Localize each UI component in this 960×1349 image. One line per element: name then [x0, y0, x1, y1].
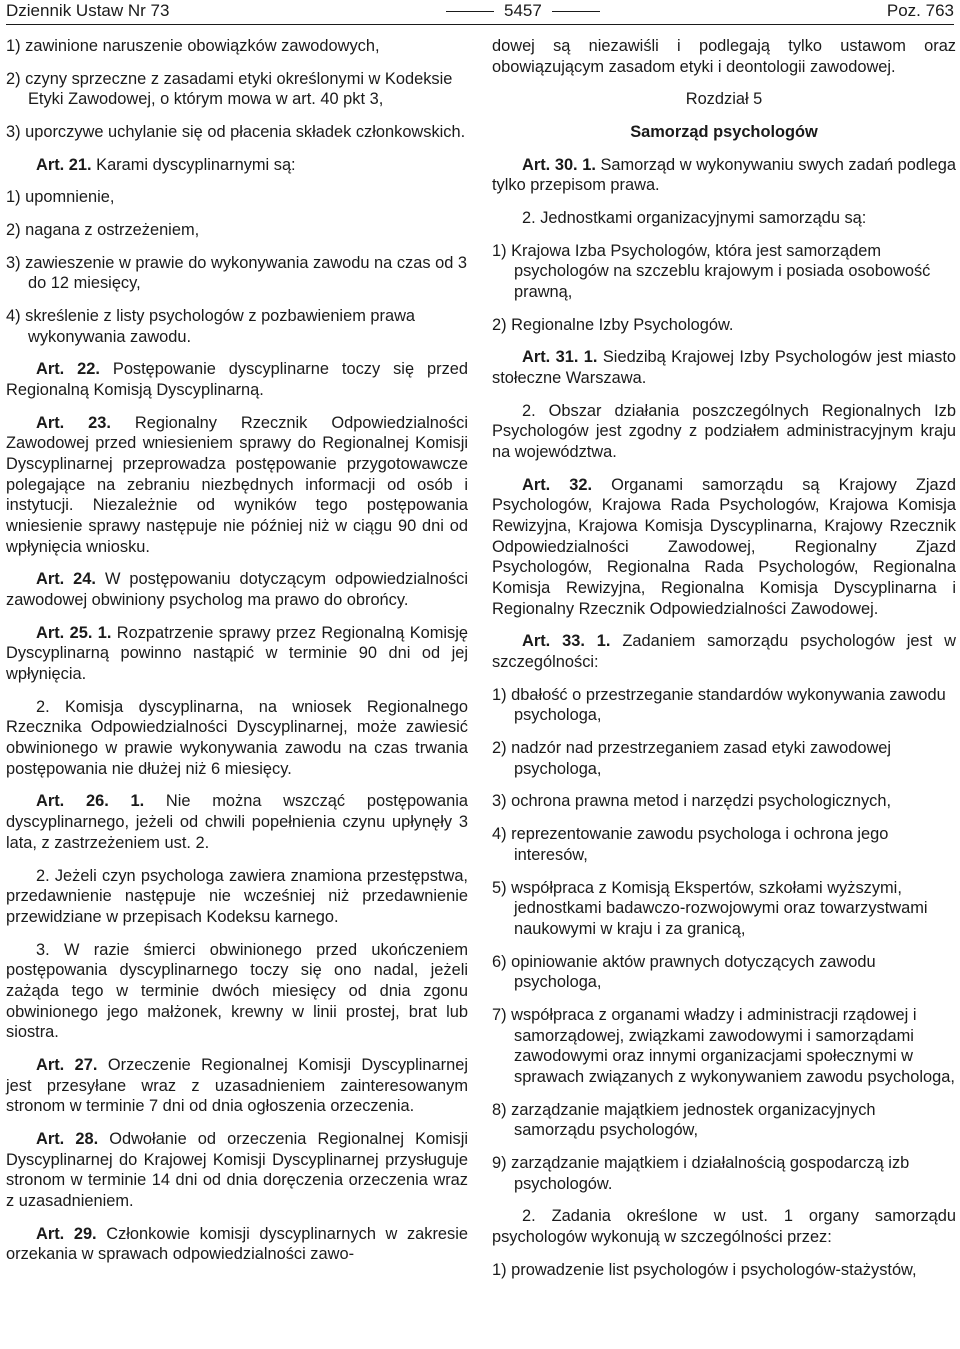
right-paragraph — [492, 401, 956, 463]
left-paragraph — [6, 122, 468, 143]
right-paragraph — [492, 1206, 956, 1247]
right-paragraph — [492, 738, 956, 779]
paragraph-text: 7) współpraca z organami władzy i administracji rządowej i samorządowej, związkami zawodowymi i samorządami zawodowymi oraz innymi organizacjami społecznymi w sprawach związanych z wykonywaniem zawodu psychologa, — [492, 1005, 955, 1086]
paragraph-text: 2. Jednostkami organizacyjnymi samorządu są: — [522, 209, 867, 228]
right-paragraph — [492, 878, 956, 940]
article-label: Art. 32. — [522, 475, 593, 494]
paragraph-text: Samorząd psychologów — [630, 123, 818, 142]
right-paragraph — [492, 315, 956, 336]
page-number: 5457 — [504, 1, 542, 20]
right-paragraph — [492, 208, 956, 229]
paragraph-text: Organami samorządu są Krajowy Zjazd Psychologów, Krajowa Rada Psychologów, Krajowa Komisja Rewizyjna, Krajowa Komisja Dyscyplinarna, Krajowy Rzecznik Odpowiedzialności Zawodowej, Regionalny Zjazd Psychologów, Regionalna Rada Psychologów, Regionalna Komisja Rewizyjna, Regionalna Komisja Dyscyplinarna i Regionalny Rzecznik Odpowiedzialności Zawodowej. — [492, 475, 956, 618]
article-label: Art. 27. — [36, 1055, 98, 1074]
article-label: Art. 30. 1. — [522, 155, 596, 174]
right-paragraph — [492, 1005, 956, 1088]
left-paragraph — [6, 623, 468, 685]
page-number-block — [436, 0, 610, 21]
right-paragraph — [492, 1100, 956, 1141]
left-paragraph — [6, 220, 468, 241]
left-paragraph — [6, 36, 468, 57]
paragraph-text: 6) opiniowanie aktów prawnych dotyczących zawodu psychologa, — [492, 952, 876, 992]
paragraph-text: 9) zarządzanie majątkiem i działalnością gospodarczą izb psychologów. — [492, 1153, 910, 1193]
left-paragraph — [6, 69, 468, 110]
paragraph-text: 2. Zadania określone w ust. 1 organy samorządu psychologów wykonują w szczególności przez: — [492, 1207, 956, 1246]
right-paragraph — [492, 631, 956, 672]
right-paragraph — [492, 241, 956, 303]
paragraph-text: 2. Jeżeli czyn psychologa zawiera znamiona przestępstwa, przedawnienie następuje nie wcześniej niż przedawnienie przewidziane w przepisach Kodeksu karnego. — [6, 866, 468, 926]
paragraph-text: Rozpatrzenie sprawy przez Regionalną Komisję Dyscyplinarną powinno nastąpić w terminie 90 dni od jej wpłynięcia. — [6, 623, 468, 684]
article-label: Art. 23. — [36, 413, 111, 432]
left-paragraph — [6, 1224, 468, 1265]
paragraph-text: Orzeczenie Regionalnej Komisji Dyscyplinarnej jest przesyłane wraz z uzasadnieniem zainteresowanym stronom w terminie 7 dni od dnia ogłoszenia orzeczenia. — [6, 1055, 468, 1116]
paragraph-text: 3) uporczywe uchylanie się od płacenia składek członkowskich. — [6, 123, 466, 142]
paragraph-text: 8) zarządzanie majątkiem jednostek organizacyjnych samorządu psychologów, — [492, 1100, 876, 1140]
paragraph-text: 3) ochrona prawna metod i narzędzi psychologicznych, — [492, 792, 892, 811]
dash-right — [552, 11, 600, 12]
article-label: Art. 26. 1. — [36, 792, 145, 811]
paragraph-text: Rozdział 5 — [685, 90, 763, 109]
left-paragraph — [6, 187, 468, 208]
left-column — [6, 36, 468, 1277]
dash-left — [446, 11, 494, 12]
left-paragraph — [6, 1055, 468, 1117]
left-paragraph — [6, 155, 468, 176]
header-rule — [6, 24, 954, 25]
paragraph-text: 1) Krajowa Izba Psychologów, która jest samorządem psychologów na szczeblu krajowym i posiada osobowość prawną, — [492, 241, 931, 302]
left-paragraph — [6, 791, 468, 853]
article-label: Art. 21. — [36, 155, 92, 174]
article-label: Art. 29. — [36, 1224, 97, 1243]
paragraph-text: 1) upomnienie, — [6, 188, 115, 207]
article-label: Art. 33. 1. — [522, 632, 611, 651]
paragraph-text: Samorząd w wykonywaniu swych zadań podlega tylko przepisom prawa. — [492, 155, 956, 195]
article-label: Art. 22. — [36, 360, 100, 379]
paragraph-text: 3) zawieszenie w prawie do wykonywania zawodu na czas od 3 do 12 miesięcy, — [6, 253, 468, 293]
right-paragraph — [492, 36, 956, 77]
paragraph-text: 3. W razie śmierci obwinionego przed ukończeniem postępowania dyscyplinarnego toczy się ono nadal, jeżeli zażąda tego w terminie dwóch miesięcy od dnia zgonu obwinionego jego małżonek, krewny w linii prostej, brat lub siostra. — [6, 940, 468, 1042]
paragraph-text: Postępowanie dyscyplinarne toczy się przed Regionalną Komisją Dyscyplinarną. — [6, 360, 468, 400]
paragraph-text: Regionalny Rzecznik Odpowiedzialności Zawodowej przed wniesieniem sprawy do Regionalnej Komisji Dyscyplinarnej przeprowadza postępowanie przygotowawcze polegające na zebraniu niezbędnych informacji od osób i instytucji. Niezależnie od wyników tego postępowania wniesienie sprawy następuje nie później niż w ciągu 90 dni od wpłynięcia wniosku. — [6, 413, 468, 556]
paragraph-text: 1) zawinione naruszenie obowiązków zawodowych, — [6, 37, 380, 55]
paragraph-text: 5) współpraca z Komisją Ekspertów, szkołami wyższymi, jednostkami badawczo-rozwojowymi oraz towarzystwami naukowymi w kraju i za granicą, — [492, 878, 928, 938]
paragraph-text: 2. Obszar działania poszczególnych Regionalnych Izb Psychologów jest zgodny z podziałem administracyjnym kraju na województwa. — [492, 401, 956, 462]
paragraph-text: Członkowie komisji dyscyplinarnych w zakresie orzekania w sprawach odpowiedzialności zawo- — [6, 1224, 468, 1264]
right-paragraph — [492, 122, 956, 143]
right-paragraph — [492, 155, 956, 196]
right-paragraph — [492, 952, 956, 993]
article-label: Art. 25. 1. — [36, 623, 112, 642]
left-paragraph — [6, 1129, 468, 1212]
paragraph-text: Zadaniem samorządu psychologów jest w szczególności: — [492, 632, 956, 672]
paragraph-text: 1) dbałość o przestrzeganie standardów wykonywania zawodu psychologa, — [492, 685, 946, 725]
paragraph-text: 4) reprezentowanie zawodu psychologa i ochrona jego interesów, — [492, 825, 889, 864]
right-paragraph — [492, 1153, 956, 1194]
right-paragraph — [492, 475, 956, 620]
journal-title: Dziennik Ustaw Nr 73 — [6, 1, 170, 20]
left-paragraph — [6, 697, 468, 780]
running-header — [6, 0, 954, 22]
right-paragraph — [492, 1260, 956, 1281]
paragraph-text: 2) nadzór nad przestrzeganiem zasad etyki zawodowej psychologa, — [492, 739, 892, 778]
left-paragraph — [6, 866, 468, 928]
paragraph-text: Siedzibą Krajowej Izby Psychologów jest miasto stołeczne Warszawa. — [492, 348, 956, 388]
paragraph-text: Karami dyscyplinarnymi są: — [91, 155, 296, 174]
left-paragraph — [6, 413, 468, 558]
left-paragraph — [6, 940, 468, 1043]
paragraph-text: 2) czyny sprzeczne z zasadami etyki określonymi w Kodeksie Etyki Zawodowej, o którym mowa w art. 40 pkt 3, — [6, 69, 453, 109]
paragraph-text: W postępowaniu dotyczącym odpowiedzialności zawodowej obwiniony psycholog ma prawo do obrońcy. — [6, 570, 468, 610]
right-paragraph — [492, 685, 956, 726]
paragraph-text: Odwołanie od orzeczenia Regionalnej Komisji Dyscyplinarnej do Krajowej Komisji Dyscyplinarnej przysługuje stronom w terminie 14 dni od dnia doręczenia orzeczenia wraz z uzasadnieniem. — [6, 1129, 468, 1210]
right-paragraph — [492, 791, 956, 812]
left-paragraph — [6, 253, 468, 294]
left-paragraph — [6, 306, 468, 347]
article-label: Art. 31. 1. — [522, 348, 598, 367]
paragraph-text: 2. Komisja dyscyplinarna, na wniosek Regionalnego Rzecznika Odpowiedzialności Dyscyplinarnej, może zawiesić obwinionego w prawie wykonywania zawodu na czas trwania postępowania nie dłużej niż 6 miesięcy. — [6, 697, 468, 778]
right-column — [492, 36, 956, 1292]
paragraph-text: 4) skreślenie z listy psychologów z pozbawieniem prawa wykonywania zawodu. — [6, 307, 416, 346]
paragraph-text: Nie można wszcząć postępowania dyscyplinarnego, jeżeli od chwili popełnienia czynu upłynęły 3 lata, z zastrzeżeniem ust. 2. — [6, 792, 468, 852]
article-label: Art. 28. — [36, 1129, 99, 1148]
right-paragraph — [492, 824, 956, 865]
left-paragraph — [6, 569, 468, 610]
left-paragraph — [6, 359, 468, 400]
paragraph-text: 2) nagana z ostrzeżeniem, — [6, 221, 200, 240]
right-paragraph — [492, 89, 956, 110]
paragraph-text: 2) Regionalne Izby Psychologów. — [492, 315, 734, 334]
position-number: Poz. 763 — [886, 1, 954, 20]
right-paragraph — [492, 347, 956, 388]
article-label: Art. 24. — [36, 570, 96, 589]
paragraph-text: dowej są niezawiśli i podlegają tylko ustawom oraz obowiązującym zasadom etyki i deontologii zawodowej. — [492, 37, 956, 76]
paragraph-text: 1) prowadzenie list psychologów i psychologów-stażystów, — [492, 1260, 917, 1279]
